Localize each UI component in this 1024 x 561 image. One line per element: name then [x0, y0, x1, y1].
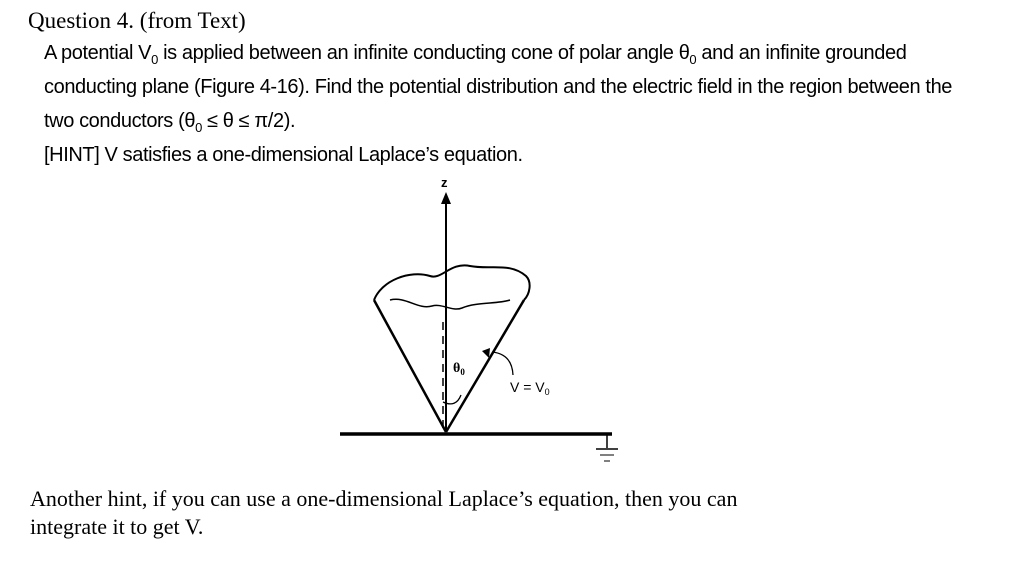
problem-line-2: conducting plane (Figure 4-16). Find the potential distribution and the electric field in the region between the — [44, 76, 953, 98]
question-title: Question 4. (from Text) — [28, 8, 246, 33]
cone-figure — [330, 172, 630, 472]
another-hint-line-2: integrate it to get V. — [30, 514, 204, 539]
potential-arrow — [492, 352, 513, 375]
potential-arrowhead — [482, 348, 490, 358]
problem-statement — [44, 36, 1004, 172]
problem-line-1: A potential $V_0$ is applied between an infinite conducting cone of polar angle $\theta_0$ and an infinite grounded — [44, 42, 907, 67]
problem-line-3: two conductors $(\theta_0 \le \theta \le \pi/2)$. — [44, 110, 296, 135]
cone-top-edge — [374, 265, 530, 300]
cone-left-side — [374, 300, 446, 432]
another-hint — [30, 485, 990, 541]
z-axis-arrowhead — [441, 192, 451, 204]
theta-label: $\theta_0$ — [453, 361, 465, 377]
cone-rim-inner — [390, 299, 510, 309]
hint-line: [HINT] V satisfies a one-dimensional Laplace’s equation. — [44, 144, 523, 166]
potential-label: $V = V_0$ — [510, 379, 550, 397]
z-axis-label: z — [441, 175, 448, 190]
another-hint-line-1: Another hint, if you can use a one-dimensional Laplace’s equation, then you can — [30, 486, 738, 511]
